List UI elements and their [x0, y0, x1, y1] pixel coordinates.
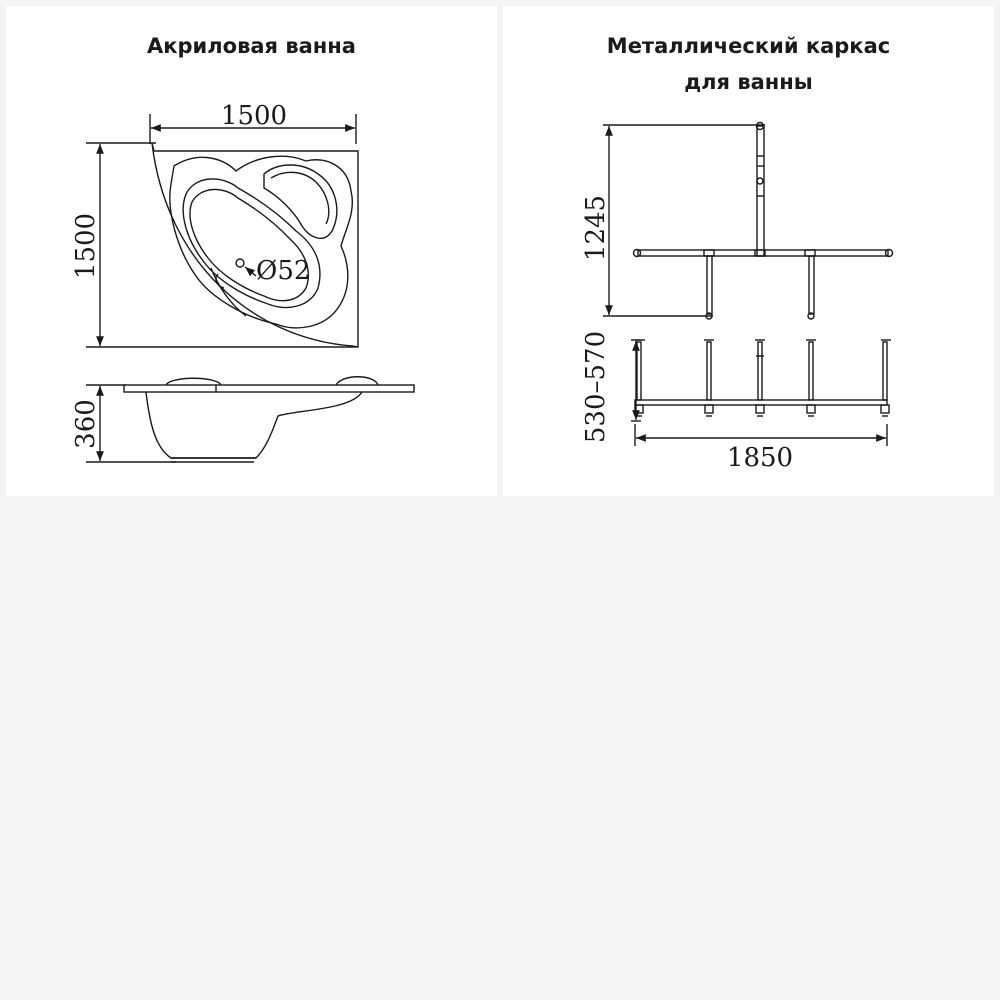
bath-side-body — [146, 392, 362, 458]
frame-drawing-panel — [503, 6, 994, 496]
frame-crossbar-bracket-right — [805, 250, 815, 256]
frame-width-label: 1245 — [581, 194, 611, 262]
frame-leg-1 — [635, 340, 645, 416]
bath-outline — [152, 143, 358, 347]
drain-leader — [245, 267, 256, 276]
height-label: 360 — [71, 399, 101, 449]
frame-leg-4 — [806, 340, 816, 416]
frame-crossbar-end-right — [886, 250, 893, 257]
drain-label: Ø52 — [256, 256, 311, 286]
frame-crossbar-bracket-left — [704, 250, 714, 256]
frame-leg-3 — [755, 340, 765, 416]
frame-beam-bolt — [757, 178, 763, 184]
frame-crossbar-end-left — [634, 250, 641, 257]
width-label: 1500 — [220, 101, 288, 131]
frame-short-leg-right — [809, 256, 814, 314]
bath-title: Акриловая ванна — [147, 34, 356, 58]
bath-side-headrest-left — [166, 378, 221, 385]
bath-side-rim — [124, 385, 414, 392]
bath-drawing-panel — [6, 6, 497, 496]
frame-short-leg-left — [707, 256, 712, 314]
frame-title-line2: для ванны — [684, 70, 813, 94]
frame-length-label: 1850 — [726, 443, 794, 473]
frame-title-line1: Металлический каркас — [606, 34, 891, 58]
frame-leg-5 — [881, 340, 891, 416]
frame-side-rail — [635, 400, 887, 405]
frame-crossbar — [638, 250, 888, 256]
frame-leg-2 — [704, 340, 714, 416]
frame-drawing — [503, 6, 994, 496]
frame-center-beam — [757, 126, 764, 256]
frame-leg-height-label: 530–570 — [581, 330, 611, 444]
drain-circle — [236, 259, 244, 267]
depth-label: 1500 — [71, 212, 101, 280]
bath-side-headrest-right — [336, 377, 378, 385]
bath-bowl — [183, 179, 320, 307]
bath-drawing — [6, 6, 497, 496]
